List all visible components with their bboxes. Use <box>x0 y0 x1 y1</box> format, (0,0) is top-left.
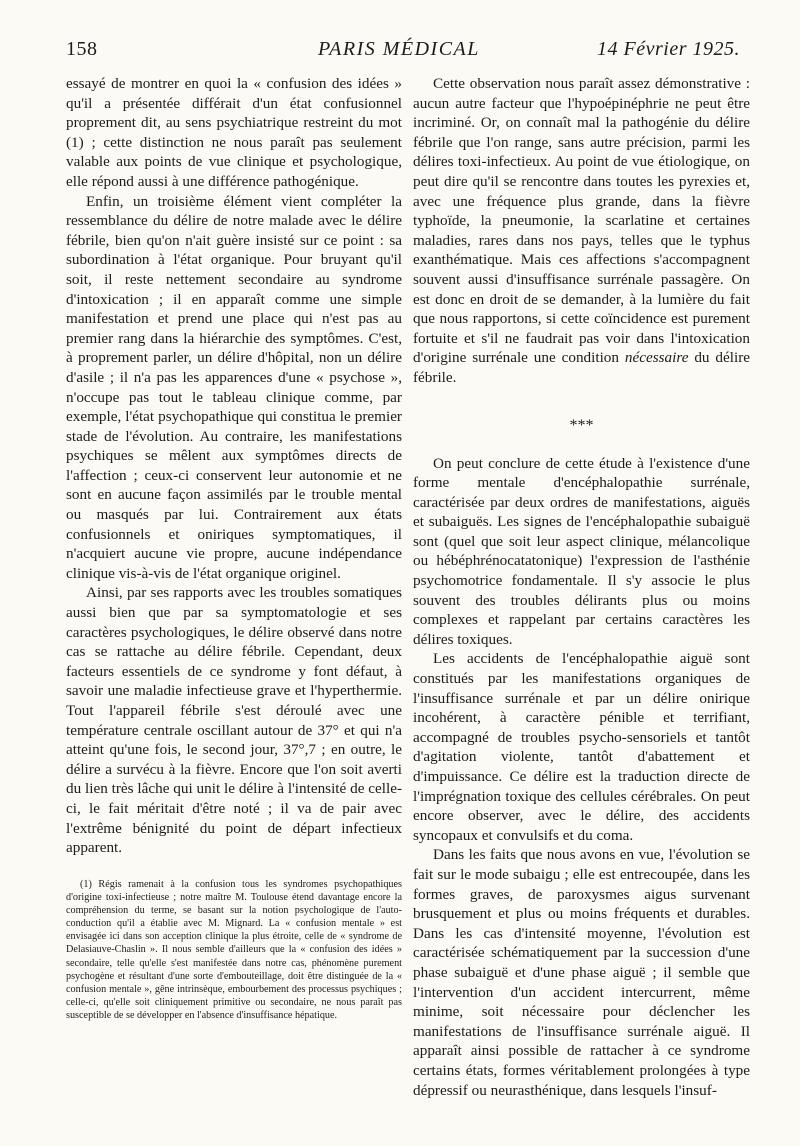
section-separator <box>413 416 750 434</box>
right-paragraph-3: Les accidents de l'encéphalopathie aiguë sont constitués par les manifestations organiques de l'insuffisance surrénale et par un délire onirique incohérent, à caractère pénible et terrifiant, accompagné de troubles psycho-sensoriels et tantôt d'agitation violente, tantôt d'abattement et d'impuissance. Ce délire est la traduction directe de l'imprégnation toxique des cellules cérébrales. On peut encore observer, avec le délire, des accidents syncopaux et convulsifs et du coma. <box>413 650 750 844</box>
left-paragraph-1: essayé de montrer en quoi la « confusion des idées » qu'il a présentée différait d'un état confusionnel proprement dit, au sens psychiatrique restreint du mot (1) ; cette distinction ne nous paraît pas seulement valable aux points de vue clinique et psychologique, elle répond aussi à une différence pathogénique. <box>66 75 402 190</box>
footnote-text: (1) Régis ramenait à la confusion tous les syndromes psychopathiques d'origine toxi-infectieuse ; notre maître M. Toulouse étend davantage encore la compréhension du terme, se basant sur la notion psychologique de l'auto-conduction qu'il a établie avec M. Mignard. La « confusion mentale » est envisagée ici dans son acception clinique la plus étroite, celle de « syndrome de Delasiauve-Chaslin ». Il nous semble d'ailleurs que la « confusion des idées » secondaire, telle qu'elle s'est manifestée dans notre cas, phénomène purement psychogène et résultant d'une sorte d'embouteillage, doit être distinguée de la « confusion mentale », gêne intrinsèque, embourbement des processus psychiques ; celle-ci, qu'elle soit cliniquement primitive ou secondaire, ne nous paraît pas susceptible de se développer en l'absence d'insuffisance hépatique. <box>66 879 402 1021</box>
left-paragraph-2: Enfin, un troisième élément vient compléter la ressemblance du délire de notre malade avec le délire fébrile, bien qu'on n'ait guère insisté sur ce point : sa subordination à l'état organique. Pour bruyant qu'il soit, il reste nettement secondaire au syndrome d'intoxication ; il en apparaît comme une simple manifestation et prend une place qui n'est pas au premier rang dans la hiérarchie des symptômes. C'est, à proprement parler, un délire d'hôpital, non un délire d'asile ; il n'a pas les apparences d'une « psychose », n'occupe pas tout le tableau clinique comme, par exemple, l'état psychopathique qui constitua le premier stade de l'évolution. Au contraire, les manifestations psychiques se mêlent aux symptômes directs de l'affection ; ceux-ci conservent leur autonomie et ne sont en aucune façon assimilés par le trouble mental ou masqués par lui. Contrairement aux états confusionnels et oniriques symptomatiques, il n'acquiert aucune vie propre, aucune indépendance clinique vis-à-vis de l'état organique originel. <box>66 192 402 582</box>
right-column <box>413 74 750 1100</box>
asterism: *** <box>569 416 594 434</box>
right-paragraph-2: On peut conclure de cette étude à l'existence d'une forme mentale d'encéphalopathie surrénale, caractérisée par deux ordres de manifestations, aiguës et subaiguës. Les signes de l'encéphalopathie subaiguë sont (quel que soit leur aspect clinique, mélancolique ou hébéphrénocatatonique) l'expression de l'asthénie psychomotrice fondamentale. Il s'y associe le plus souvent des troubles délirants plus ou moins complexes et rappelant par certains caractères les délires toxiques. <box>413 454 750 648</box>
right-paragraph-1-end: du délire fébrile. <box>413 349 750 386</box>
emphasis-necessaire: nécessaire <box>624 349 689 367</box>
right-paragraph-4: Dans les faits que nous avons en vue, l'évolution se fait sur le mode subaigu ; elle est entrecoupée, dans les formes graves, de paroxysmes aigus survenant brusquement et plus ou moins fréquents et durables. Dans les cas d'intensité moyenne, l'évolution est caractérisée schématiquement par la succession d'une phase subaiguë et d'une phase aiguë ; il semble que l'intervention d'un accident intercurrent, même minime, soit nécessaire pour déclencher les manifestations de l'insuffisance surrénale aiguë. Il apparaît ainsi possible de rattacher à ce syndrome certains états, formes véritablement prolongées à type dépressif ou neurasthénique, dans lesquels l'insuf- <box>413 846 750 1099</box>
page-number: 158 <box>66 38 98 60</box>
left-paragraph-3: Ainsi, par ses rapports avec les troubles somatiques aussi bien que par sa symptomatologie et ses caractères psychologiques, le délire observé dans notre cas se rattache au délire fébrile. Cependant, deux facteurs essentiels de ce syndrome y font défaut, à savoir une maladie infectieuse grave et l'hyperthermie. Tout l'appareil fébrile s'est déroulé avec une température centrale oscillant autour de 37° et qui n'a atteint qu'une fois, le second jour, 37°,7 ; en outre, le délire a survécu à la fièvre. Encore que l'on soit averti du lien très lâche qui unit le délire à l'intensité de celle-ci, le fait méritait d'être noté ; il va de pair avec l'extrême bénignité du point de départ infectieux apparent. <box>66 584 402 857</box>
left-column <box>66 74 402 858</box>
right-paragraph-1 <box>413 74 750 388</box>
page-header <box>66 38 740 68</box>
journal-title: PARIS MÉDICAL <box>318 38 480 60</box>
right-paragraph-1-text: Cette observation nous paraît assez démonstrative : aucun autre facteur que l'hypoépinéphrie ne peut être incriminé. Or, on connaît mal la pathogénie du délire fébrile que l'on range, sans autre précision, parmi les délires toxi-infectieux. Au point de vue étiologique, on peut dire qu'il se rencontre dans toutes les pyrexies et, avec une fréquence plus grande, dans la fièvre typhoïde, la pneumonie, la scarlatine et certaines maladies, rares dans nos pays, telles que le typhus exanthématique. Mais ces affections s'accompagnent souvent aussi d'insuffisance surrénale passagère. On est donc en droit de se demander, à la lumière du fait que nous rapportons, si cette coïncidence est purement fortuite et s'il ne faudrait pas voir dans l'intoxication d'origine surrénale une condition <box>413 75 750 367</box>
issue-date: 14 Février 1925. <box>597 38 740 60</box>
footnote <box>66 878 402 1022</box>
